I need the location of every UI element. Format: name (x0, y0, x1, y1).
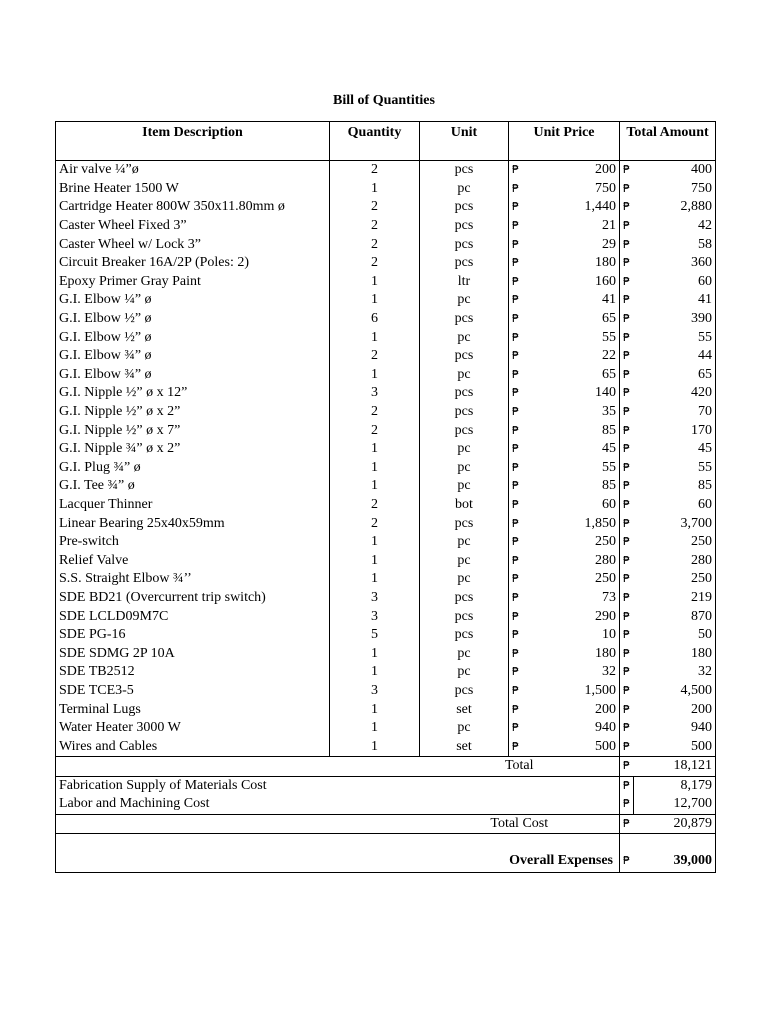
item-description: Relief Valve (56, 551, 330, 570)
item-unit: pc (420, 719, 509, 738)
item-quantity: 1 (330, 644, 420, 663)
item-unit-price: 180 (527, 254, 620, 273)
item-unit-price: 55 (527, 459, 620, 478)
item-quantity: 1 (330, 273, 420, 292)
table-row (56, 496, 716, 515)
peso-symbol: ₱ (509, 663, 527, 682)
peso-symbol: ₱ (620, 328, 634, 347)
table-row (56, 291, 716, 310)
bill-of-quantities-table (55, 121, 716, 873)
item-quantity: 1 (330, 663, 420, 682)
item-quantity: 1 (330, 459, 420, 478)
item-quantity: 6 (330, 310, 420, 329)
item-unit: pc (420, 570, 509, 589)
item-unit-price: 35 (527, 403, 620, 422)
item-total-amount: 70 (634, 403, 716, 422)
total-cost-row (56, 814, 716, 834)
peso-symbol: ₱ (509, 737, 527, 756)
total-row (56, 757, 716, 777)
item-unit-price: 250 (527, 533, 620, 552)
item-quantity: 2 (330, 514, 420, 533)
item-unit-price: 41 (527, 291, 620, 310)
item-unit: pcs (420, 403, 509, 422)
item-unit-price: 21 (527, 217, 620, 236)
item-unit: pcs (420, 514, 509, 533)
table-row (56, 310, 716, 329)
item-quantity: 2 (330, 496, 420, 515)
peso-symbol: ₱ (620, 700, 634, 719)
peso-symbol: ₱ (620, 757, 634, 777)
table-row (56, 161, 716, 180)
item-total-amount: 85 (634, 477, 716, 496)
peso-symbol: ₱ (509, 570, 527, 589)
table-row (56, 644, 716, 663)
item-unit-price: 55 (527, 328, 620, 347)
item-total-amount: 65 (634, 366, 716, 385)
peso-symbol: ₱ (620, 347, 634, 366)
item-unit: bot (420, 496, 509, 515)
item-unit-price: 60 (527, 496, 620, 515)
peso-symbol: ₱ (620, 737, 634, 756)
item-description: SDE BD21 (Overcurrent trip switch) (56, 589, 330, 608)
item-unit: set (420, 700, 509, 719)
item-quantity: 1 (330, 700, 420, 719)
fabrication-cost-label: Fabrication Supply of Materials Cost (56, 776, 620, 795)
item-description: Air valve ¼”ø (56, 161, 330, 180)
item-total-amount: 55 (634, 328, 716, 347)
item-unit-price: 250 (527, 570, 620, 589)
peso-symbol: ₱ (620, 291, 634, 310)
item-description: Linear Bearing 25x40x59mm (56, 514, 330, 533)
table-row (56, 440, 716, 459)
table-row (56, 235, 716, 254)
peso-symbol: ₱ (620, 663, 634, 682)
item-quantity: 5 (330, 626, 420, 645)
item-unit-price: 29 (527, 235, 620, 254)
item-unit: pc (420, 551, 509, 570)
peso-symbol: ₱ (509, 700, 527, 719)
table-header-row (56, 122, 716, 161)
item-unit: set (420, 737, 509, 756)
item-unit: pc (420, 459, 509, 478)
peso-symbol: ₱ (620, 235, 634, 254)
item-total-amount: 180 (634, 644, 716, 663)
item-total-amount: 940 (634, 719, 716, 738)
item-description: G.I. Elbow ¾” ø (56, 366, 330, 385)
table-row (56, 551, 716, 570)
table-row (56, 737, 716, 756)
item-description: Epoxy Primer Gray Paint (56, 273, 330, 292)
item-quantity: 2 (330, 198, 420, 217)
peso-symbol: ₱ (509, 459, 527, 478)
item-unit-price: 32 (527, 663, 620, 682)
fabrication-cost-amount: 8,179 (634, 776, 716, 795)
item-unit-price: 65 (527, 310, 620, 329)
table-row (56, 328, 716, 347)
page-title: Bill of Quantities (333, 93, 435, 108)
table-row (56, 663, 716, 682)
total-cost-amount: 20,879 (634, 814, 716, 834)
peso-symbol: ₱ (509, 644, 527, 663)
peso-symbol: ₱ (620, 795, 634, 814)
item-description: S.S. Straight Elbow ¾’’ (56, 570, 330, 589)
item-description: SDE TCE3-5 (56, 682, 330, 701)
item-quantity: 2 (330, 403, 420, 422)
peso-symbol: ₱ (620, 366, 634, 385)
item-total-amount: 58 (634, 235, 716, 254)
item-quantity: 1 (330, 328, 420, 347)
peso-symbol: ₱ (509, 161, 527, 180)
peso-symbol: ₱ (620, 514, 634, 533)
item-description: G.I. Elbow ¾” ø (56, 347, 330, 366)
header-quantity: Quantity (330, 122, 420, 161)
peso-symbol: ₱ (509, 180, 527, 199)
peso-symbol: ₱ (620, 776, 634, 795)
item-total-amount: 250 (634, 533, 716, 552)
table-row (56, 533, 716, 552)
item-total-amount: 45 (634, 440, 716, 459)
item-description: Cartridge Heater 800W 350x11.80mm ø (56, 198, 330, 217)
item-total-amount: 2,880 (634, 198, 716, 217)
peso-symbol: ₱ (509, 291, 527, 310)
item-total-amount: 400 (634, 161, 716, 180)
peso-symbol: ₱ (620, 626, 634, 645)
peso-symbol: ₱ (620, 421, 634, 440)
item-unit-price: 45 (527, 440, 620, 459)
peso-symbol: ₱ (620, 719, 634, 738)
item-quantity: 1 (330, 440, 420, 459)
item-total-amount: 41 (634, 291, 716, 310)
header-unit: Unit (420, 122, 509, 161)
peso-symbol: ₱ (509, 273, 527, 292)
table-row (56, 273, 716, 292)
item-description: G.I. Nipple ½” ø x 7” (56, 421, 330, 440)
item-unit: pc (420, 477, 509, 496)
item-unit-price: 1,440 (527, 198, 620, 217)
item-description: G.I. Nipple ½” ø x 2” (56, 403, 330, 422)
peso-symbol: ₱ (509, 384, 527, 403)
total-cost-label: Total Cost (420, 814, 620, 834)
item-unit: pcs (420, 682, 509, 701)
peso-symbol: ₱ (620, 217, 634, 236)
item-unit-price: 940 (527, 719, 620, 738)
item-quantity: 3 (330, 682, 420, 701)
item-total-amount: 200 (634, 700, 716, 719)
item-quantity: 2 (330, 421, 420, 440)
item-unit: pc (420, 291, 509, 310)
peso-symbol: ₱ (620, 589, 634, 608)
table-row (56, 180, 716, 199)
peso-symbol: ₱ (620, 180, 634, 199)
item-description: SDE TB2512 (56, 663, 330, 682)
total-amount: 18,121 (634, 757, 716, 777)
item-quantity: 2 (330, 217, 420, 236)
item-unit: ltr (420, 273, 509, 292)
item-unit: pc (420, 644, 509, 663)
peso-symbol: ₱ (620, 551, 634, 570)
peso-symbol: ₱ (620, 254, 634, 273)
peso-symbol: ₱ (620, 570, 634, 589)
item-description: Caster Wheel w/ Lock 3” (56, 235, 330, 254)
item-unit: pc (420, 663, 509, 682)
peso-symbol: ₱ (509, 626, 527, 645)
cost-row-labor (56, 795, 716, 814)
item-unit-price: 200 (527, 161, 620, 180)
peso-symbol: ₱ (509, 328, 527, 347)
item-quantity: 2 (330, 161, 420, 180)
peso-symbol: ₱ (509, 254, 527, 273)
item-unit: pcs (420, 254, 509, 273)
peso-symbol: ₱ (509, 347, 527, 366)
table-row (56, 570, 716, 589)
table-row (56, 403, 716, 422)
item-total-amount: 170 (634, 421, 716, 440)
table-row (56, 459, 716, 478)
peso-symbol: ₱ (509, 589, 527, 608)
table-row (56, 626, 716, 645)
peso-symbol: ₱ (509, 514, 527, 533)
peso-symbol: ₱ (509, 496, 527, 515)
peso-symbol: ₱ (509, 551, 527, 570)
item-quantity: 1 (330, 180, 420, 199)
item-quantity: 2 (330, 347, 420, 366)
peso-symbol: ₱ (509, 607, 527, 626)
item-unit-price: 10 (527, 626, 620, 645)
item-total-amount: 500 (634, 737, 716, 756)
peso-symbol: ₱ (620, 834, 634, 873)
item-unit-price: 200 (527, 700, 620, 719)
table-row (56, 719, 716, 738)
item-total-amount: 50 (634, 626, 716, 645)
table-row (56, 514, 716, 533)
item-description: Pre-switch (56, 533, 330, 552)
peso-symbol: ₱ (620, 496, 634, 515)
table-row (56, 607, 716, 626)
overall-expenses-label: Overall Expenses (420, 834, 620, 873)
item-total-amount: 60 (634, 273, 716, 292)
item-total-amount: 280 (634, 551, 716, 570)
labor-cost-amount: 12,700 (634, 795, 716, 814)
item-description: SDE PG-16 (56, 626, 330, 645)
overall-expenses-amount: 39,000 (634, 834, 716, 873)
table-row (56, 198, 716, 217)
peso-symbol: ₱ (620, 161, 634, 180)
table-row (56, 589, 716, 608)
item-unit-price: 85 (527, 477, 620, 496)
item-unit-price: 22 (527, 347, 620, 366)
item-unit-price: 280 (527, 551, 620, 570)
item-total-amount: 42 (634, 217, 716, 236)
table-row (56, 217, 716, 236)
item-total-amount: 55 (634, 459, 716, 478)
peso-symbol: ₱ (509, 198, 527, 217)
item-unit: pcs (420, 589, 509, 608)
peso-symbol: ₱ (620, 644, 634, 663)
total-label: Total (420, 757, 620, 777)
item-description: Caster Wheel Fixed 3” (56, 217, 330, 236)
overall-expenses-row (56, 834, 716, 873)
table-row (56, 477, 716, 496)
header-total-amount: Total Amount (620, 122, 716, 161)
item-quantity: 2 (330, 235, 420, 254)
item-unit: pcs (420, 347, 509, 366)
labor-cost-label: Labor and Machining Cost (56, 795, 620, 814)
item-description: G.I. Tee ¾” ø (56, 477, 330, 496)
item-description: G.I. Elbow ½” ø (56, 310, 330, 329)
peso-symbol: ₱ (509, 477, 527, 496)
item-total-amount: 420 (634, 384, 716, 403)
item-total-amount: 4,500 (634, 682, 716, 701)
item-unit-price: 1,850 (527, 514, 620, 533)
item-unit-price: 85 (527, 421, 620, 440)
table-row (56, 366, 716, 385)
item-description: G.I. Nipple ¾” ø x 2” (56, 440, 330, 459)
item-unit: pcs (420, 421, 509, 440)
item-unit-price: 65 (527, 366, 620, 385)
item-description: Brine Heater 1500 W (56, 180, 330, 199)
item-description: G.I. Elbow ½” ø (56, 328, 330, 347)
item-unit: pcs (420, 384, 509, 403)
header-unit-price: Unit Price (509, 122, 620, 161)
item-description: G.I. Nipple ½” ø x 12” (56, 384, 330, 403)
item-description: SDE SDMG 2P 10A (56, 644, 330, 663)
peso-symbol: ₱ (620, 477, 634, 496)
item-total-amount: 250 (634, 570, 716, 589)
item-total-amount: 60 (634, 496, 716, 515)
peso-symbol: ₱ (620, 682, 634, 701)
table-row (56, 700, 716, 719)
item-quantity: 2 (330, 254, 420, 273)
item-total-amount: 390 (634, 310, 716, 329)
item-unit: pc (420, 440, 509, 459)
item-unit: pcs (420, 198, 509, 217)
item-unit: pc (420, 180, 509, 199)
item-quantity: 1 (330, 291, 420, 310)
cost-row-fabrication (56, 776, 716, 795)
peso-symbol: ₱ (509, 682, 527, 701)
item-quantity: 1 (330, 551, 420, 570)
item-quantity: 3 (330, 589, 420, 608)
item-unit-price: 1,500 (527, 682, 620, 701)
item-unit-price: 140 (527, 384, 620, 403)
item-description: Wires and Cables (56, 737, 330, 756)
peso-symbol: ₱ (620, 310, 634, 329)
item-description: Water Heater 3000 W (56, 719, 330, 738)
item-unit-price: 290 (527, 607, 620, 626)
item-unit: pcs (420, 607, 509, 626)
item-quantity: 1 (330, 477, 420, 496)
item-unit: pc (420, 328, 509, 347)
peso-symbol: ₱ (620, 198, 634, 217)
item-quantity: 1 (330, 366, 420, 385)
item-unit-price: 750 (527, 180, 620, 199)
item-quantity: 3 (330, 384, 420, 403)
item-description: G.I. Elbow ¼” ø (56, 291, 330, 310)
item-unit-price: 160 (527, 273, 620, 292)
header-item-description: Item Description (56, 122, 330, 161)
item-unit-price: 500 (527, 737, 620, 756)
peso-symbol: ₱ (509, 719, 527, 738)
item-unit: pcs (420, 310, 509, 329)
item-total-amount: 870 (634, 607, 716, 626)
item-description: Circuit Breaker 16A/2P (Poles: 2) (56, 254, 330, 273)
item-description: SDE LCLD09M7C (56, 607, 330, 626)
table-row (56, 347, 716, 366)
item-quantity: 1 (330, 719, 420, 738)
table-row (56, 254, 716, 273)
peso-symbol: ₱ (509, 403, 527, 422)
item-unit: pcs (420, 626, 509, 645)
item-total-amount: 32 (634, 663, 716, 682)
item-total-amount: 219 (634, 589, 716, 608)
peso-symbol: ₱ (620, 459, 634, 478)
peso-symbol: ₱ (620, 533, 634, 552)
item-unit: pc (420, 366, 509, 385)
peso-symbol: ₱ (620, 403, 634, 422)
item-quantity: 1 (330, 533, 420, 552)
item-description: Lacquer Thinner (56, 496, 330, 515)
item-description: G.I. Plug ¾” ø (56, 459, 330, 478)
peso-symbol: ₱ (509, 235, 527, 254)
item-total-amount: 3,700 (634, 514, 716, 533)
table-row (56, 421, 716, 440)
peso-symbol: ₱ (620, 384, 634, 403)
item-quantity: 1 (330, 737, 420, 756)
item-total-amount: 44 (634, 347, 716, 366)
item-unit: pc (420, 533, 509, 552)
item-description: Terminal Lugs (56, 700, 330, 719)
peso-symbol: ₱ (620, 814, 634, 834)
peso-symbol: ₱ (509, 533, 527, 552)
item-unit-price: 180 (527, 644, 620, 663)
item-total-amount: 750 (634, 180, 716, 199)
peso-symbol: ₱ (620, 607, 634, 626)
peso-symbol: ₱ (620, 273, 634, 292)
item-quantity: 3 (330, 607, 420, 626)
item-unit-price: 73 (527, 589, 620, 608)
peso-symbol: ₱ (509, 217, 527, 236)
peso-symbol: ₱ (509, 366, 527, 385)
peso-symbol: ₱ (509, 310, 527, 329)
item-total-amount: 360 (634, 254, 716, 273)
item-unit: pcs (420, 235, 509, 254)
item-unit: pcs (420, 217, 509, 236)
table-row (56, 682, 716, 701)
peso-symbol: ₱ (620, 440, 634, 459)
item-quantity: 1 (330, 570, 420, 589)
item-unit: pcs (420, 161, 509, 180)
peso-symbol: ₱ (509, 421, 527, 440)
table-row (56, 384, 716, 403)
peso-symbol: ₱ (509, 440, 527, 459)
